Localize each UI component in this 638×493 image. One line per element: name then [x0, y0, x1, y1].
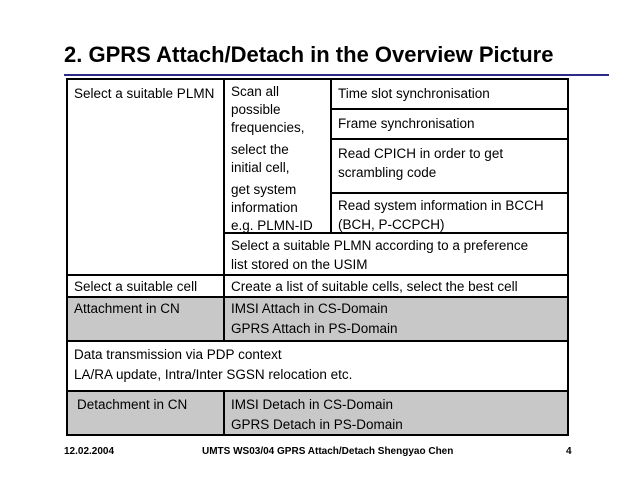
data-tx-line: LA/RA update, Intra/Inter SGSN relocation etc.: [74, 367, 353, 382]
attach-line: IMSI Attach in CS-Domain: [231, 301, 388, 316]
cell-time-slot-sync: [331, 79, 568, 109]
cell-select-plmn-text: Select a suitable PLMN: [74, 86, 215, 101]
attach-line: GPRS Attach in PS-Domain: [231, 321, 398, 336]
data-tx-line: Data transmission via PDP context: [74, 347, 282, 362]
cell-detach-description: [224, 391, 568, 435]
scan-line: possible: [231, 102, 281, 117]
footer-date: 12.02.2004: [64, 446, 115, 457]
cell-attachment-cn: [67, 297, 224, 341]
plmn-pref-line: list stored on the USIM: [231, 257, 368, 272]
cell-read-bcch: [331, 193, 568, 233]
scan-line: information: [231, 200, 298, 215]
bcch-line: Read system information in BCCH: [338, 198, 544, 213]
cpich-line: Read CPICH in order to get: [338, 146, 504, 161]
plmn-pref-line: Select a suitable PLMN according to a preference: [231, 238, 529, 253]
select-cell-text: Select a suitable cell: [74, 279, 198, 294]
page-title: 2. GPRS Attach/Detach in the Overview Picture: [64, 42, 554, 67]
scan-line: frequencies,: [231, 120, 305, 135]
title-underline: [64, 74, 609, 76]
cpich-line: scrambling code: [338, 165, 437, 180]
cell-frame-sync: [331, 109, 568, 139]
detach-line: GPRS Detach in PS-Domain: [231, 417, 403, 432]
detach-line: IMSI Detach in CS-Domain: [231, 397, 394, 412]
scan-line: Scan all: [231, 84, 280, 99]
cell-read-cpich: [331, 139, 568, 193]
scan-line: e.g. PLMN-ID: [231, 218, 313, 233]
cell-data-transmission: [67, 341, 568, 391]
time-slot-text: Time slot synchronisation: [338, 86, 490, 101]
scan-line: initial cell,: [231, 160, 290, 175]
bcch-line: (BCH, P-CCPCH): [338, 217, 445, 232]
cell-detachment-cn: [67, 391, 224, 435]
scan-line: select the: [231, 142, 289, 157]
cell-list-text: Create a list of suitable cells, select the best cell: [231, 279, 518, 294]
cell-scan-frequencies: [224, 79, 331, 233]
cell-attach-description: [224, 297, 568, 341]
footer-page-number: 4: [566, 446, 572, 457]
scan-line: get system: [231, 182, 297, 197]
cell-create-cell-list: [224, 275, 568, 297]
frame-sync-text: Frame synchronisation: [338, 116, 475, 131]
cell-select-plmn: [67, 79, 224, 275]
attach-cn-text: Attachment in CN: [74, 301, 180, 316]
cell-select-suitable-cell: [67, 275, 224, 297]
cell-plmn-preference: [224, 233, 568, 275]
footer-course: UMTS WS03/04 GPRS Attach/Detach Shengyao Chen: [202, 446, 454, 457]
detach-cn-text: Detachment in CN: [77, 397, 188, 412]
